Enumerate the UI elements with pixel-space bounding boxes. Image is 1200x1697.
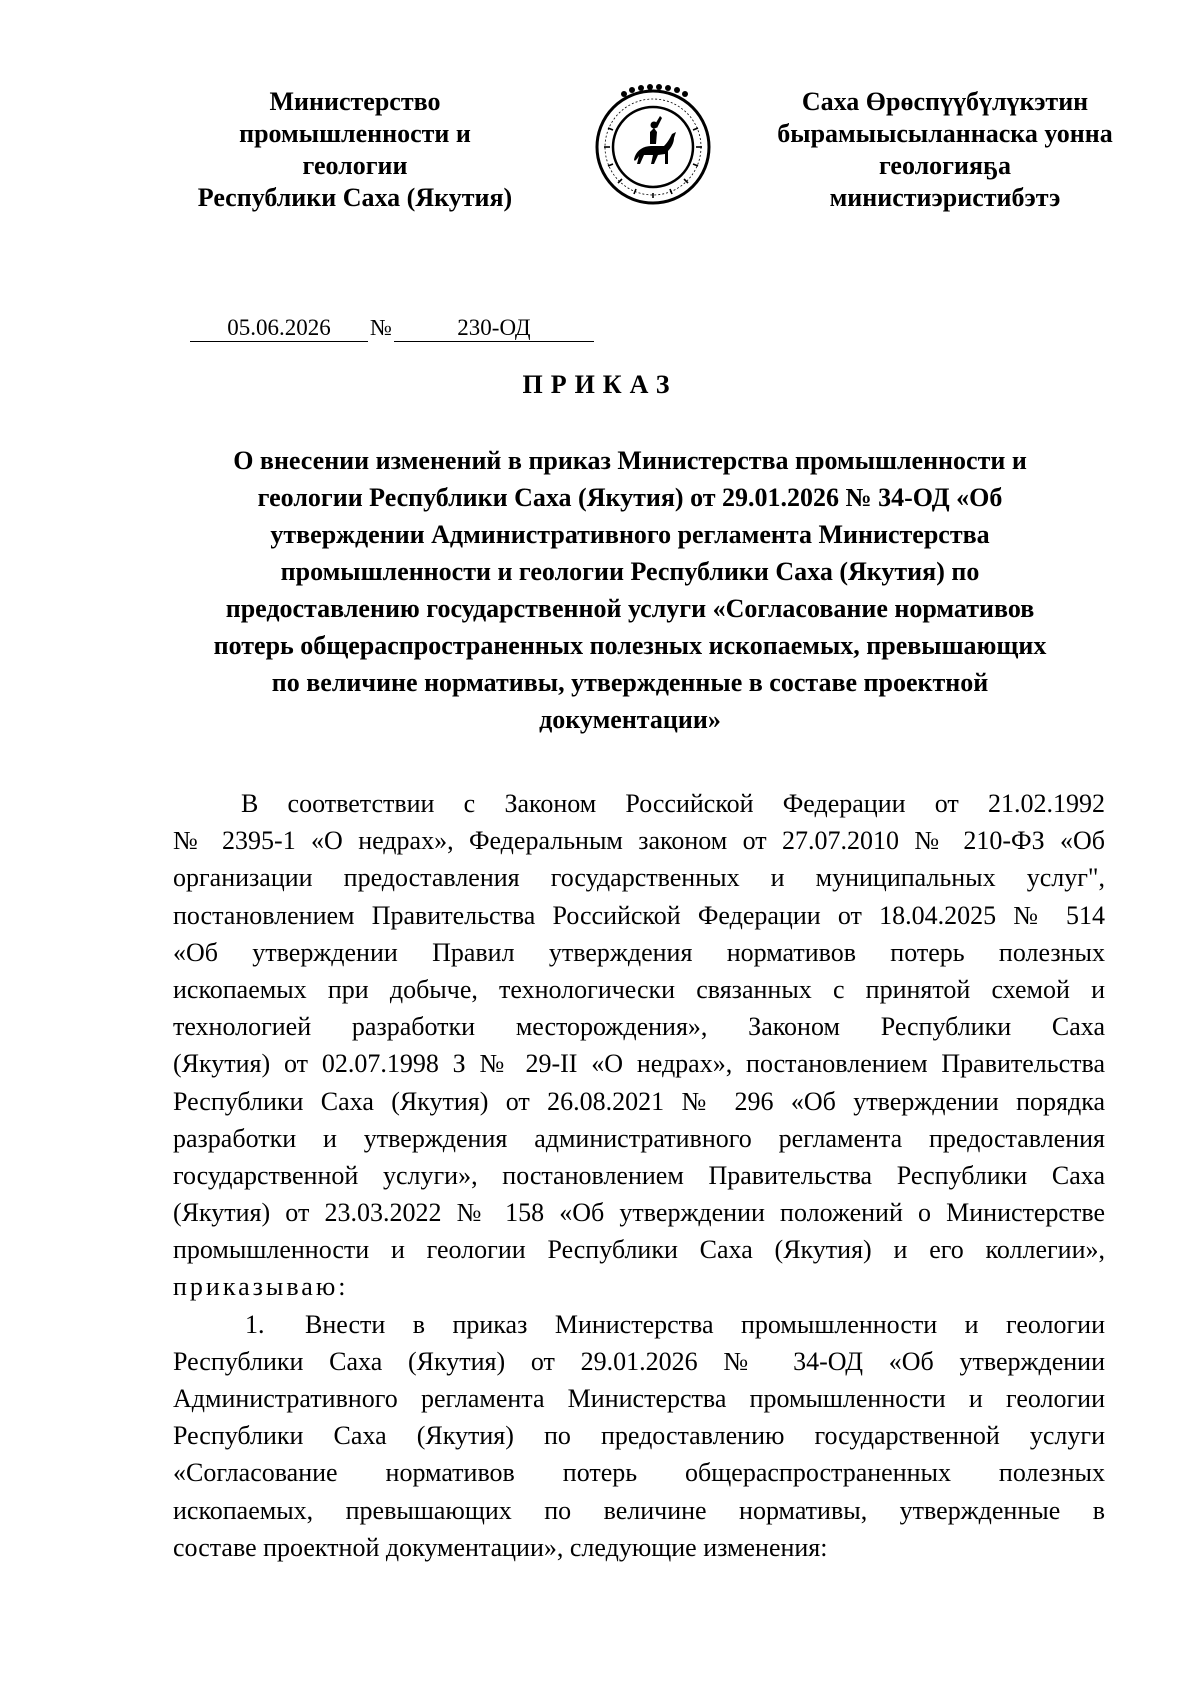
item-1-line: Административного регламента Министерства промышленности и геологии (173, 1384, 1105, 1413)
ministry-name-yakut (755, 86, 1135, 214)
preamble-line: (Якутия) от 02.07.1998 З № 29-II «О недрах», постановлением Правительства (173, 1049, 1105, 1079)
preamble-line: (Якутия) от 23.03.2022 № 158 «Об утверждении положений о Министерстве (173, 1198, 1105, 1228)
order-body (173, 785, 1105, 1566)
ministry-name-russian (175, 86, 535, 214)
item-1-line: Республики Саха (Якутия) по предоставлению государственной услуги (173, 1421, 1105, 1451)
coat-of-arms-icon (588, 80, 718, 210)
item-1-line: Республики Саха (Якутия) от 29.01.2026 № 34-ОД «Об утверждении (173, 1346, 1105, 1376)
registration-line (190, 313, 640, 343)
item-number: 1. (245, 1309, 265, 1339)
ministry-name-line: геологии (302, 151, 408, 180)
preamble-line: разработки и утверждения административного регламента предоставления (173, 1123, 1105, 1153)
order-word: приказываю: (173, 1272, 349, 1302)
preamble-line: В соответствии с Законом Российской Федерации от 21.02.1992 (241, 789, 1105, 818)
title-line: геологии Республики Саха (Якутия) от 29.01.2026 № 34-ОД «Об (257, 483, 1003, 512)
title-line: О внесении изменений в приказ Министерства промышленности и (233, 446, 1027, 475)
ministry-name-line: Республики Саха (Якутия) (197, 183, 513, 212)
item-1-text-start: Внести в приказ Министерства промышленности и геологии (305, 1309, 1105, 1339)
title-line: по величине нормативы, утвержденные в составе проектной (271, 668, 989, 697)
preamble-line: постановлением Правительства Российской Федерации от 18.04.2025 № 514 (173, 900, 1105, 930)
ministry-name-line: Саха Өрөспүүбүлүкэтин (801, 87, 1089, 116)
item-1-line: составе проектной документации», следующие изменения: (173, 1532, 828, 1562)
preamble-line: организации предоставления государственных и муниципальных услуг", (173, 863, 1105, 893)
preamble-line: «Об утверждении Правил утверждения нормативов потерь полезных (173, 937, 1105, 967)
ministry-name-line: бырамыысыланнаска уонна (777, 119, 1113, 148)
item-1-first-line (173, 1306, 1105, 1343)
preamble-line: государственной услуги», постановлением Правительства Республики Саха (173, 1160, 1105, 1190)
title-line: предоставлению государственной услуги «Согласование нормативов (225, 594, 1035, 623)
ministry-name-line: промышленности и (239, 119, 471, 148)
ministry-name-line: министиэристибэтэ (829, 183, 1061, 212)
title-line: утверждении Административного регламента Министерства (270, 520, 990, 549)
order-date: 05.06.2026 (190, 315, 368, 342)
item-1-line: ископаемых, превышающих по величине нормативы, утвержденные в (173, 1495, 1105, 1525)
order-number: 230-ОД (394, 315, 594, 342)
ministry-name-line: Министерство (269, 87, 441, 116)
order-title (160, 442, 1100, 738)
preamble-line: № 2395-1 «О недрах», Федеральным законом от 27.07.2010 № 210-ФЗ «Об (173, 826, 1105, 856)
number-sign: № (370, 315, 392, 340)
title-line: потерь общераспространенных полезных ископаемых, превышающих (213, 631, 1047, 660)
title-line: промышленности и геологии Республики Саха (Якутия) по (280, 557, 980, 586)
document-type-heading: ПРИКАЗ (522, 370, 678, 399)
preamble-line: технологией разработки месторождения», Законом Республики Саха (173, 1012, 1105, 1042)
preamble-line: ископаемых при добыче, технологически связанных с принятой схемой и (173, 974, 1105, 1004)
preamble-line: Республики Саха (Якутия) от 26.08.2021 № 296 «Об утверждении порядка (173, 1086, 1105, 1116)
preamble-line: промышленности и геологии Республики Саха (Якутия) и его коллегии», (173, 1235, 1105, 1265)
title-line: документации» (539, 705, 721, 734)
item-1-line: «Согласование нормативов потерь общераспространенных полезных (173, 1458, 1105, 1488)
ministry-name-line: геологияҕа (878, 151, 1012, 180)
